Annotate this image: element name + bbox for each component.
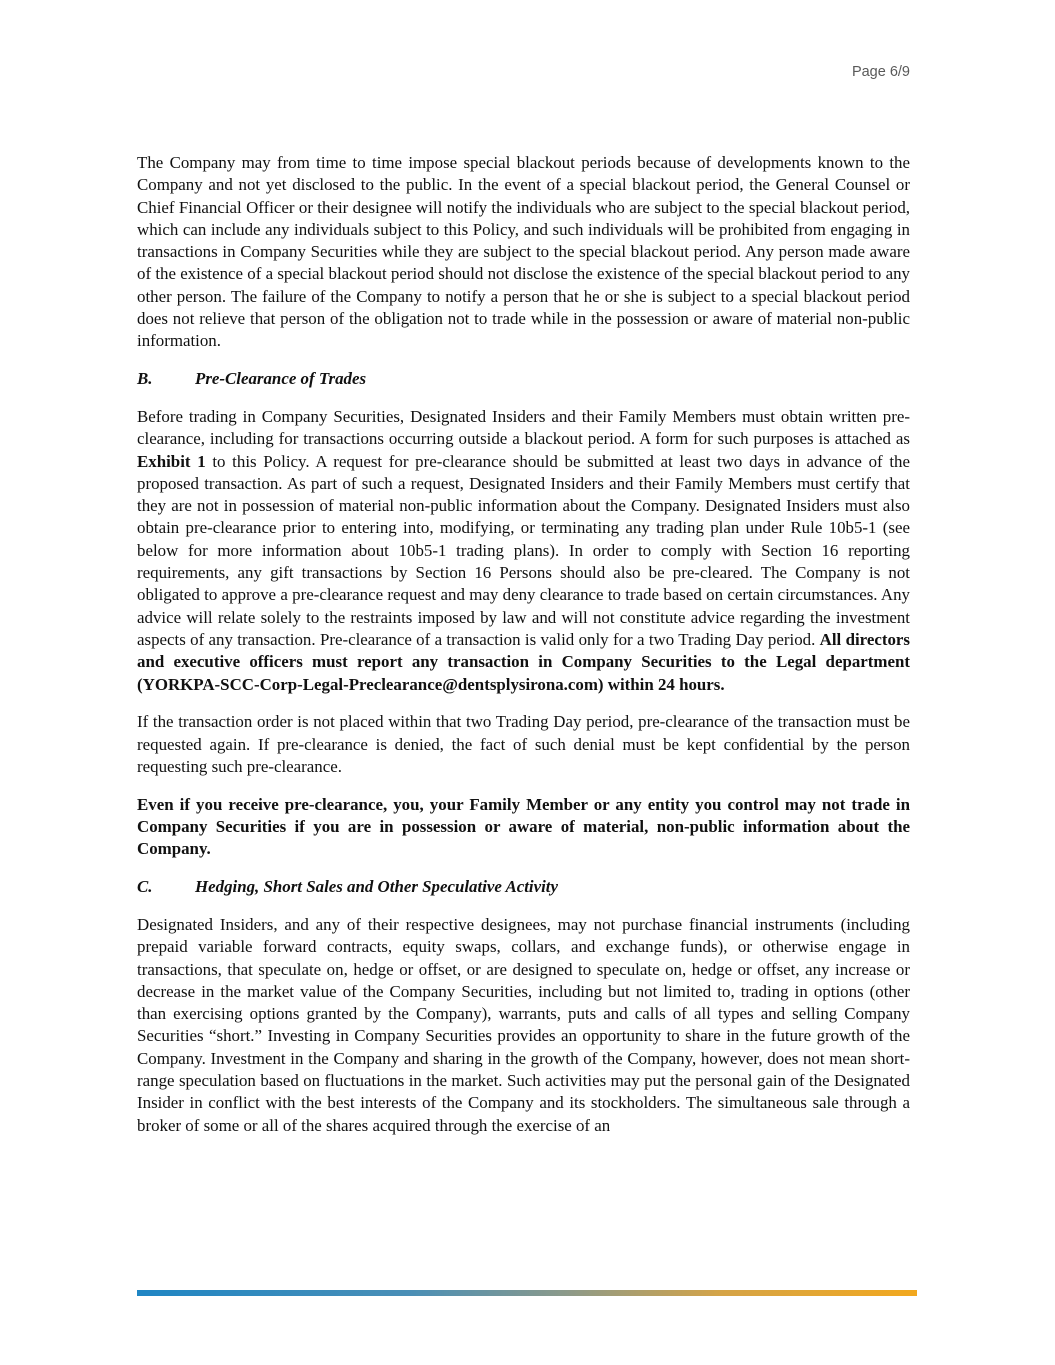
exhibit-reference: Exhibit 1: [137, 451, 206, 471]
section-title: Hedging, Short Sales and Other Speculative Activity: [195, 877, 558, 897]
section-title: Pre-Clearance of Trades: [195, 369, 367, 389]
footer-gradient-bar: [137, 1290, 917, 1296]
paragraph-hedging: Designated Insiders, and any of their respective designees, may not purchase financial instruments (including prepaid variable forward contracts, equity swaps, collars, and exchange funds), or otherwise engage in transactions, that speculate on, hedge or offset, or are designed to speculate on, hedge or offset, any increase or decrease in the market value of the Company Securities, including but not limited to, trading in options (other than exercising options granted by the Company), warrants, puts and calls of all types and selling Company Securities “short.” Investing in Company Securities provides an opportunity to share in the future growth of the Company. Investment in the Company and sharing in the growth of the Company, however, does not mean short-range speculation based on fluctuations in the market. Such activities may put the personal gain of the Designated Insider in conflict with the best interests of the Company and its stockholders. The simultaneous sale through a broker of some or all of the shares acquired through the exercise of an: [137, 914, 910, 1135]
paragraph-warning: Even if you receive pre-clearance, you, your Family Member or any entity you control may not trade in Company Securities if you are in possession or aware of material, non-public information about the Company.: [137, 794, 910, 859]
section-letter: C.: [137, 877, 153, 897]
reporting-requirement: All directors and executive officers must report any transaction in Company Securities to the Legal department (YORKPA-SCC-Corp-Legal-Preclearance@dentsplysirona.com) within 24 hours.: [137, 629, 910, 694]
section-letter: B.: [137, 369, 153, 389]
paragraph-special-blackout: The Company may from time to time impose special blackout periods because of developments known to the Company and not yet disclosed to the public. In the event of a special blackout period, the General Counsel or Chief Financial Officer or their designee will notify the individuals who are subject to the special blackout period, which can include any individuals subject to this Policy, and such individuals will be prohibited from engaging in transactions in Company Securities while they are subject to the special blackout period. Any person made aware of the existence of a special blackout period should not disclose the existence of the special blackout period to any other person. The failure of the Company to notify a person that he or she is subject to a special blackout period does not relieve that person of the obligation not to trade while in the possession or aware of material non-public information.: [137, 153, 910, 351]
section-heading-hedging: [137, 876, 910, 898]
pre-clearance-text-2: to this Policy. A request for pre-clearance should be submitted at least two days in advance of the proposed transaction. As part of such a request, Designated Insiders and their Family Members must certify that they are not in possession of material non-public information about the Company. Designated Insiders must also obtain pre-clearance prior to entering into, modifying, or terminating any trading plan under Rule 10b5-1 (see below for more information about 10b5-1 trading plans). In order to comply with Section 16 reporting requirements, any gift transactions by Section 16 Persons should also be pre-cleared. The Company is not obligated to approve a pre-clearance request and may deny clearance to trade based on certain circumstances. Any advice will relate solely to the restraints imposed by law and will not constitute advice regarding the investment aspects of any transaction. Pre-clearance of a transaction is valid only for a two Trading Day period.: [137, 451, 910, 649]
pre-clearance-text-1: Before trading in Company Securities, Designated Insiders and their Family Members must obtain written pre-clearance, including for transactions occurring outside a blackout period. A form for such purposes is attached as: [137, 406, 910, 449]
paragraph-pre-clearance: [137, 406, 910, 696]
page-number: Page 6/9: [851, 64, 910, 80]
paragraph-trading-day-period: If the transaction order is not placed within that two Trading Day period, pre-clearance of the transaction must be requested again. If pre-clearance is denied, the fact of such denial must be kept confidential by the person requesting such pre-clearance.: [137, 712, 910, 776]
document-body: [137, 152, 910, 1152]
section-heading-pre-clearance: [137, 368, 910, 390]
